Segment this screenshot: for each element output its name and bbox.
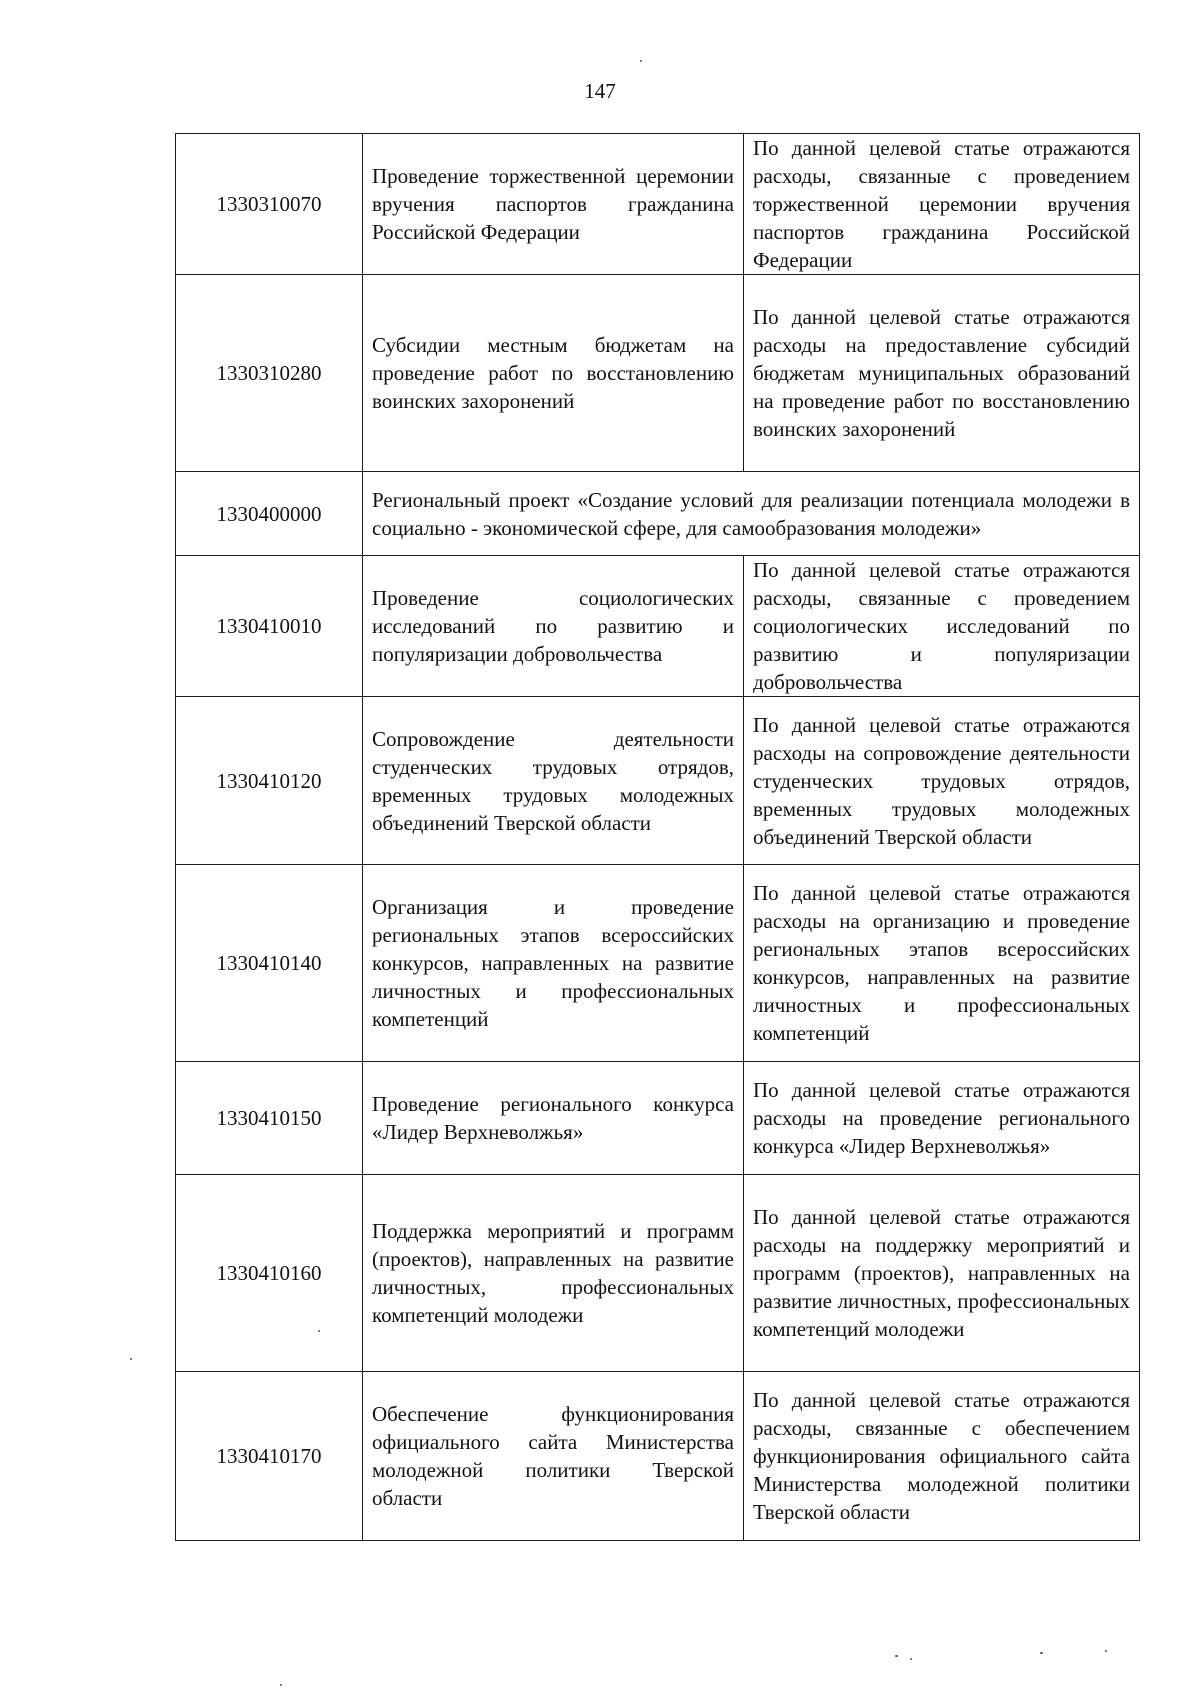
target-article-name: Проведение социологических исследований по развитию и популяризации добровольчества	[363, 556, 744, 697]
page-number: 147	[584, 79, 616, 103]
target-article-code: 1330410150	[176, 1062, 363, 1175]
target-article-code: 1330410170	[176, 1372, 363, 1541]
target-article-description: По данной целевой статье отражаются расходы на поддержку мероприятий и программ (проектов), направленных на развитие личностных, профессиональных компетенций молодежи	[744, 1175, 1140, 1372]
scan-speck	[280, 1684, 282, 1686]
target-article-name: Поддержка мероприятий и программ (проектов), направленных на развитие личностных, профессиональных компетенций молодежи	[363, 1175, 744, 1372]
scan-speck	[1105, 1650, 1107, 1652]
target-article-description: По данной целевой статье отражаются расходы на сопровождение деятельности студенческих трудовых отрядов, временных трудовых молодежных объединений Тверской области	[744, 697, 1140, 865]
target-article-code: 1330310280	[176, 275, 363, 472]
target-article-code: 1330410120	[176, 697, 363, 865]
table-row	[176, 865, 1140, 1062]
target-article-code: 1330310070	[176, 134, 363, 275]
scan-speck	[895, 1655, 898, 1657]
target-article-name: Проведение регионального конкурса «Лидер Верхневолжья»	[363, 1062, 744, 1175]
table-row	[176, 1175, 1140, 1372]
target-article-description: По данной целевой статье отражаются расходы, связанные с проведением торжественной церемонии вручения паспортов гражданина Российской Федерации	[744, 134, 1140, 275]
table-row	[176, 1062, 1140, 1175]
target-article-name: Организация и проведение региональных этапов всероссийских конкурсов, направленных на развитие личностных и профессиональных компетенций	[363, 865, 744, 1062]
target-article-name: Обеспечение функционирования официального сайта Министерства молодежной политики Тверской области	[363, 1372, 744, 1541]
target-article-description: По данной целевой статье отражаются расходы на организацию и проведение региональных этапов всероссийских конкурсов, направленных на развитие личностных и профессиональных компетенций	[744, 865, 1140, 1062]
regional-project-title: Региональный проект «Создание условий для реализации потенциала молодежи в социально - экономической сфере, для самообразования молодежи»	[363, 472, 1140, 556]
table-row	[176, 275, 1140, 472]
target-article-name: Сопровождение деятельности студенческих трудовых отрядов, временных трудовых молодежных объединений Тверской области	[363, 697, 744, 865]
target-article-code: 1330400000	[176, 472, 363, 556]
table-row	[176, 697, 1140, 865]
target-article-code: 1330410010	[176, 556, 363, 697]
target-article-name: Проведение торжественной церемонии вручения паспортов гражданина Российской Федерации	[363, 134, 744, 275]
target-article-description: По данной целевой статье отражаются расходы на проведение регионального конкурса «Лидер Верхневолжья»	[744, 1062, 1140, 1175]
target-article-code: 1330410160	[176, 1175, 363, 1372]
table-row	[176, 1372, 1140, 1541]
table-row	[176, 472, 1140, 556]
target-article-name: Субсидии местным бюджетам на проведение работ по восстановлению воинских захоронений	[363, 275, 744, 472]
scan-speck	[910, 1658, 912, 1660]
scan-speck	[318, 1330, 320, 1332]
target-article-description: По данной целевой статье отражаются расходы, связанные с обеспечением функционирования официального сайта Министерства молодежной политики Тверской области	[744, 1372, 1140, 1541]
target-article-code: 1330410140	[176, 865, 363, 1062]
scan-speck	[1040, 1652, 1043, 1654]
table-row	[176, 134, 1140, 275]
table-row	[176, 556, 1140, 697]
scan-speck	[640, 60, 642, 62]
target-article-description: По данной целевой статье отражаются расходы на предоставление субсидий бюджетам муниципальных образований на проведение работ по восстановлению воинских захоронений	[744, 275, 1140, 472]
scan-speck	[130, 1358, 132, 1360]
target-article-description: По данной целевой статье отражаются расходы, связанные с проведением социологических исследований по развитию и популяризации добровольчества	[744, 556, 1140, 697]
